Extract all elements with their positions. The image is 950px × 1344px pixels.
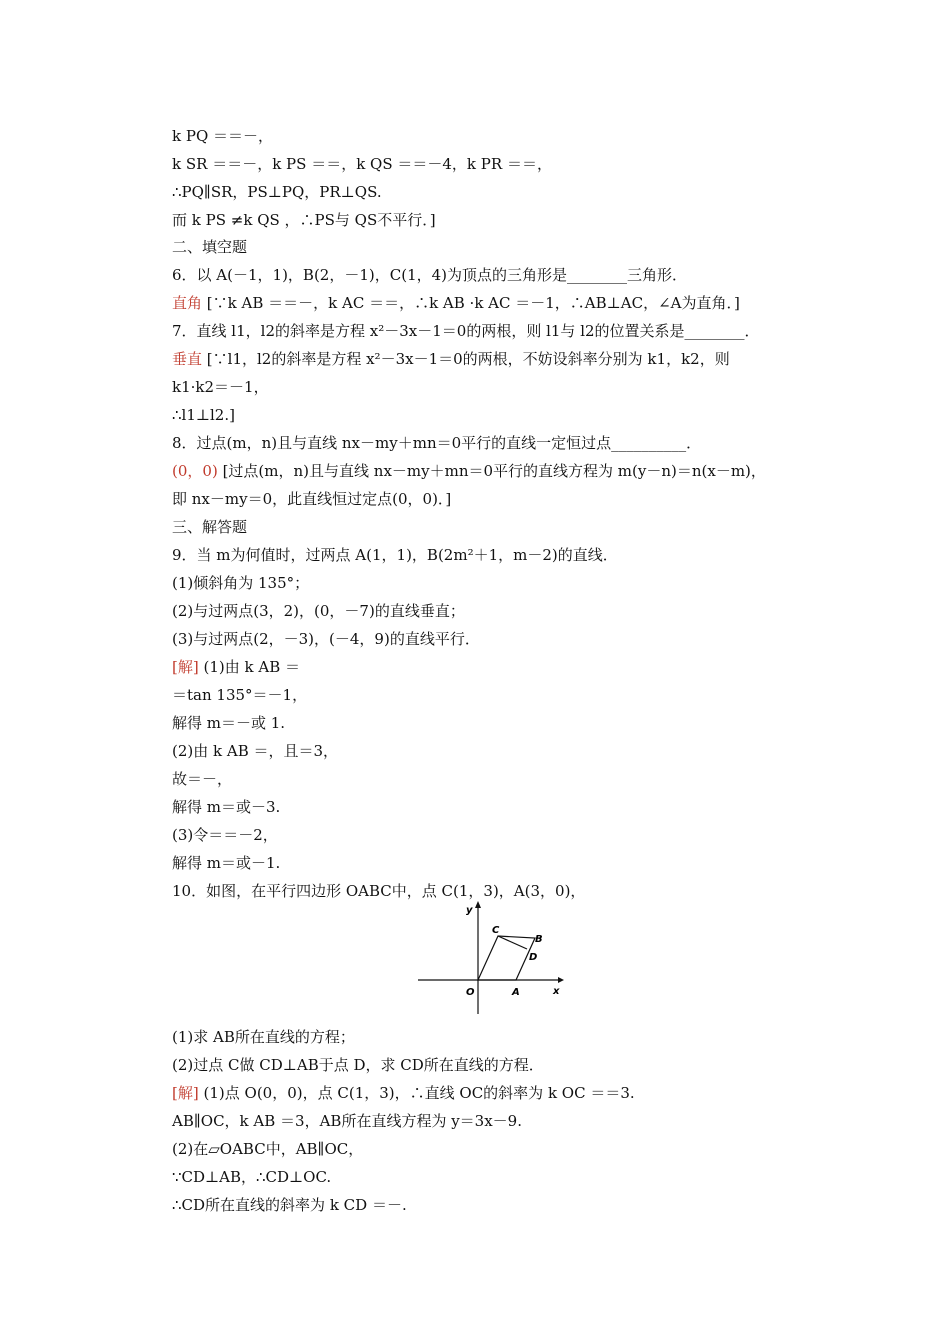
question-7: 7．直线 l1，l2的斜率是方程 x²－3x－1＝0的两根，则 l1与 l2的位置关系是________． [172,322,760,340]
question-9: 9．当 m为何值时，过两点 A(1，1)，B(2m²＋1，m－2)的直线． [172,546,618,564]
question-8: 8．过点(m，n)且与直线 nx－my＋mn＝0平行的直线一定恒过点__________． [172,434,702,452]
answer-7-end: ∴l1⊥l2.] [172,406,235,424]
line-parallel-perp: ∴PQ∥SR，PS⊥PQ，PR⊥QS. [172,183,382,201]
solution-10-line4: ∵CD⊥AB，∴CD⊥OC. [172,1168,332,1186]
solution-10-line1 [172,1083,635,1103]
solution-9-line4: (2)由 k AB ＝，且＝3， [172,742,339,760]
label-o: O [466,987,475,998]
label-d: D [529,952,538,963]
answer-6 [172,293,740,313]
answer-8-key: (0，0) [172,462,218,480]
solution-9-line3: 解得 m＝－或 1. [172,714,286,732]
section-fill-blank: 二、填空题 [172,238,248,256]
line-kpq: k PQ ＝＝－， [172,127,274,145]
answer-8-explain: [过点(m，n)且与直线 nx－my＋mn＝0平行的直线方程为 m(y－n)＝n(x－m)， [222,462,766,480]
question-9-part3: (3)与过两点(2，－3)，(－4，9)的直线平行． [172,630,480,648]
solution-9-line5: 故＝－， [172,770,233,788]
line-slopes: k SR ＝＝－，k PS ＝＝，k QS ＝＝－4，k PR ＝＝， [172,155,552,173]
section-solve: 三、解答题 [172,518,248,536]
solution-10-tag: [解] [172,1084,199,1102]
answer-7 [172,349,730,369]
line-not-parallel: 而 k PS ≠k QS ，∴PS与 QS不平行．] [172,211,436,229]
label-b: B [535,934,543,945]
answer-7-key: 垂直 [172,350,203,368]
answer-7-explain: [∵l1，l2的斜率是方程 x²－3x－1＝0的两根，不妨设斜率分别为 k1，k2，则 [206,350,730,368]
label-c: C [492,925,500,936]
label-y: y [466,905,473,916]
solution-9-text: (1)由 k AB ＝ [203,658,300,676]
solution-10-line5: ∴CD所在直线的斜率为 k CD ＝－. [172,1196,407,1214]
answer-7-cont: k1·k2＝－1， [172,378,269,396]
segment-cd [498,936,527,949]
question-6: 6．以 A(－1，1)，B(2，－1)，C(1，4)为顶点的三角形是________三角形． [172,266,688,284]
question-9-part1: (1)倾斜角为 135°； [172,574,310,592]
answer-6-explain: [∵k AB ＝＝－，k AC ＝＝，∴k AB ·k AC ＝－1，∴AB⊥AC，∠A为直角．] [206,294,740,312]
label-x: x [553,986,560,997]
question-9-part2: (2)与过两点(3，2)，(0，－7)的直线垂直； [172,602,465,620]
question-10-part1: (1)求 AB所在直线的方程； [172,1028,355,1046]
solution-10-line2: AB∥OC，k AB ＝3，AB所在直线方程为 y＝3x－9. [172,1112,522,1130]
label-a: A [512,987,520,998]
answer-8 [172,461,766,481]
y-axis-arrow [475,901,481,908]
solution-10-text: (1)点 O(0，0)，点 C(1，3)，∴直线 OC的斜率为 k OC ＝＝3. [203,1084,635,1102]
x-axis-arrow [558,977,564,983]
solution-9-line6: 解得 m＝或－3. [172,798,281,816]
solution-9-line1 [172,657,300,677]
question-10-part2: (2)过点 C做 CD⊥AB于点 D，求 CD所在直线的方程． [172,1056,544,1074]
answer-8-cont: 即 nx－my＝0，此直线恒过定点(0，0)．] [172,490,452,508]
solution-9-tag: [解] [172,658,199,676]
solution-9-line7: (3)令＝＝－2， [172,826,278,844]
parallelogram-figure [418,898,568,1016]
solution-9-line8: 解得 m＝或－1. [172,854,281,872]
question-10: 10．如图，在平行四边形 OABC中，点 C(1，3)，A(3，0)， [172,882,586,900]
answer-6-key: 直角 [172,294,203,312]
parallelogram-oabc [478,936,538,980]
solution-10-line3: (2)在▱OABC中，AB∥OC， [172,1140,364,1158]
solution-9-line2: ＝tan 135°＝－1， [172,686,308,704]
